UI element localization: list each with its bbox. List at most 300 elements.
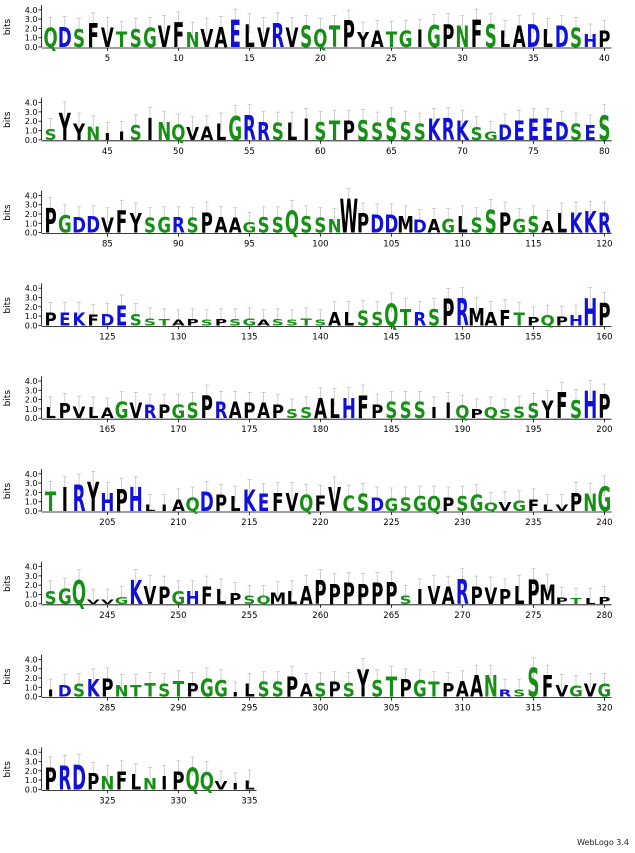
residue-letter-pos-236: L [542,503,553,514]
residue-letter-pos-149: P [442,291,455,335]
residue-letter-pos-7: S [129,24,142,55]
x-tick-label: 135 [241,332,258,343]
y-tick-label: 1.0 [24,683,38,693]
x-tick-label: 160 [596,332,613,343]
residue-letter-pos-279: L [584,597,596,607]
residue-letter-pos-191: P [470,407,483,422]
residue-letter-pos-306: P [399,674,412,703]
y-axis-label: bits [3,18,13,36]
residue-letter-pos-260: P [314,574,327,613]
x-tick-label: 200 [596,425,613,436]
residue-letter-pos-148: S [427,304,441,332]
residue-letter-pos-160: P [598,296,611,333]
x-tick-label: 235 [525,518,542,528]
residue-letter-pos-73: D [498,119,512,146]
residue-letter-pos-292: G [199,674,214,704]
x-tick-label: 45 [101,146,113,157]
x-tick-label: 10 [172,54,184,64]
residue-letter-pos-271: P [470,581,483,610]
residue-letter-pos-291: P [186,679,199,702]
x-tick-label: 280 [596,610,613,621]
residue-letter-pos-158: H [569,312,583,330]
residue-letter-pos-59: I [303,112,310,148]
residue-letter-pos-299: A [299,681,313,702]
y-tick-label: 0.0 [24,599,38,609]
residue-letter-pos-104: D [370,210,385,240]
y-axis-label: bits [3,668,13,685]
residue-letter-pos-48: I [146,111,154,148]
residue-letter-pos-13: A [214,22,228,55]
residue-letter-pos-8: G [143,23,157,55]
x-tick-label: 125 [99,332,116,343]
x-tick-label: 195 [525,425,542,436]
residue-letter-pos-1: Q [43,23,58,55]
residue-letter-pos-184: P [371,401,384,424]
residue-letter-pos-32: S [484,18,497,55]
x-tick-label: 60 [314,146,326,157]
residue-letter-pos-107: D [412,217,427,238]
residue-letter-pos-278: T [570,597,582,607]
y-tick-label: 1.0 [24,312,38,322]
residue-letter-pos-226: S [399,494,412,517]
residue-letter-pos-84: D [86,212,101,239]
residue-letter-pos-293: G [214,676,228,703]
x-tick-label: 120 [596,239,613,250]
residue-letter-pos-241: S [44,588,57,609]
residue-letter-pos-238: P [569,488,583,519]
logo-row-4 [3,283,613,342]
residue-letter-pos-321: P [44,760,57,797]
residue-letter-pos-197: F [556,386,568,428]
y-tick-label: 1.0 [24,497,38,507]
residue-letter-pos-251: H [185,588,200,609]
residue-letter-pos-79: E [584,122,596,146]
residue-letter-pos-26: G [398,26,413,53]
residue-letter-pos-190: Q [455,402,470,424]
x-tick-label: 270 [454,610,471,621]
x-tick-label: 20 [314,54,326,64]
residue-letter-pos-304: S [371,676,384,703]
residue-letter-pos-237: V [555,503,569,514]
residue-letter-pos-61: T [328,115,341,147]
residue-letter-pos-185: S [385,397,398,424]
residue-letter-pos-126: E [115,301,128,333]
residue-letter-pos-15: L [244,18,255,55]
x-tick-label: 265 [383,610,400,621]
residue-letter-pos-138: S [285,318,299,328]
y-tick-label: 0.0 [24,785,38,795]
residue-letter-pos-204: Y [87,474,100,522]
residue-letter-pos-152: A [484,308,498,331]
residue-letter-pos-198: S [569,395,583,426]
y-tick-label: 2.0 [24,395,38,405]
residue-letter-pos-315: S [527,661,540,707]
residue-letter-pos-67: S [413,119,426,146]
residue-letter-pos-112: S [484,203,497,241]
y-tick-label: 2.0 [24,302,38,312]
residue-letter-pos-94: A [228,215,242,239]
residue-letter-pos-70: K [455,115,469,147]
x-tick-label: 180 [312,425,329,436]
residue-letter-pos-101: N [327,215,342,238]
residue-letter-pos-261: P [328,579,341,612]
residue-letter-pos-224: D [370,494,385,517]
x-tick-label: 130 [170,332,187,343]
residue-letter-pos-144: S [371,308,384,331]
residue-letter-pos-288: T [144,679,156,702]
residue-letter-pos-205: H [100,488,115,519]
residue-letter-pos-96: S [257,212,270,239]
residue-letter-pos-145: Q [384,296,399,333]
y-tick-label: 3.0 [24,200,38,210]
x-tick-label: 40 [598,54,610,64]
residue-letter-pos-80: S [598,109,611,149]
residue-letter-pos-281: I [47,687,54,700]
x-tick-label: 330 [170,796,187,807]
x-tick-label: 30 [456,54,468,64]
x-tick-label: 335 [241,796,258,807]
residue-letter-pos-272: V [484,583,498,610]
residue-letter-pos-75: E [527,112,540,148]
x-tick-label: 310 [454,703,471,714]
logo-row-3 [3,189,613,250]
x-tick-label: 55 [243,146,255,157]
residue-letter-pos-173: R [214,397,228,424]
residue-letter-pos-41: S [44,125,57,144]
logo-row-2 [3,98,612,157]
residue-letter-pos-305: T [385,672,398,704]
residue-letter-pos-82: G [57,210,72,239]
x-tick-label: 140 [312,332,329,343]
residue-letter-pos-257: M [269,588,287,608]
x-tick-label: 295 [241,703,258,714]
residue-letter-pos-283: S [72,681,86,702]
y-axis-label: bits [3,297,13,314]
residue-letter-pos-287: T [130,681,142,701]
residue-letter-pos-289: S [158,681,171,702]
residue-letter-pos-122: E [59,310,71,331]
x-tick-label: 275 [525,610,542,621]
residue-letter-pos-250: G [171,588,186,609]
residue-letter-pos-218: V [285,488,299,519]
residue-letter-pos-262: P [342,576,355,612]
residue-letter-pos-253: L [215,586,227,610]
residue-letter-pos-113: P [498,208,512,240]
x-tick-label: 185 [383,425,400,436]
logo-row-7 [3,562,613,621]
x-tick-label: 75 [527,146,539,157]
residue-letter-pos-162: P [58,400,71,424]
residue-letter-pos-125: D [100,310,115,330]
residue-letter-pos-208: L [144,503,156,514]
residue-letter-pos-192: Q [483,403,498,422]
residue-letter-pos-121: P [44,310,57,331]
residue-letter-pos-77: D [554,117,569,147]
residue-letter-pos-220: F [314,490,327,517]
residue-letter-pos-24: A [370,26,384,53]
residue-letter-pos-300: S [314,679,327,702]
residue-letter-pos-284: K [86,674,100,703]
residue-letter-pos-323: D [72,758,86,799]
residue-letter-pos-147: R [413,308,427,331]
residue-letter-pos-245: V [100,597,114,606]
residue-letter-pos-86: F [115,204,128,241]
residue-letter-pos-335: L [244,778,255,793]
residue-letter-pos-182: H [341,393,356,426]
residue-letter-pos-172: P [200,389,213,426]
residue-letter-pos-316: F [541,669,554,704]
y-tick-label: 0.0 [24,321,38,331]
residue-letter-pos-254: P [229,589,242,608]
residue-letter-pos-163: V [72,403,86,423]
residue-letter-pos-324: P [87,768,100,796]
residue-letter-pos-34: A [512,20,526,55]
residue-letter-pos-74: E [513,115,525,147]
residue-letter-pos-87: Y [129,208,142,240]
x-tick-label: 95 [243,239,255,250]
residue-letter-pos-57: S [271,117,284,146]
x-tick-label: 90 [172,239,184,250]
y-tick-label: 4.0 [24,98,38,108]
residue-letter-pos-231: G [469,490,484,517]
residue-letter-pos-266: S [399,594,412,607]
residue-letter-pos-174: A [228,397,242,424]
x-tick-label: 145 [383,332,400,343]
residue-letter-pos-233: V [498,499,512,515]
x-tick-label: 215 [241,518,258,528]
residue-letter-pos-275: P [527,573,540,613]
x-tick-label: 210 [170,518,187,528]
residue-letter-pos-318: G [569,682,583,701]
residue-letter-pos-252: F [201,581,213,610]
residue-letter-pos-199: H [583,383,598,428]
y-tick-label: 3.0 [24,293,38,303]
residue-letter-pos-151: M [468,303,485,332]
residue-letter-pos-219: Q [299,490,314,517]
residue-letter-pos-230: S [456,493,469,517]
residue-letter-pos-30: N [455,20,470,55]
residue-letter-pos-133: P [214,318,228,329]
residue-letter-pos-53: L [215,119,227,146]
residue-letter-pos-327: L [130,769,142,795]
residue-letter-pos-89: G [157,212,172,239]
residue-letter-pos-248: V [143,581,157,611]
residue-letter-pos-181: L [329,394,340,426]
residue-letter-pos-124: F [87,311,99,330]
residue-letter-pos-21: T [328,20,341,55]
x-tick-label: 240 [596,518,613,528]
x-tick-label: 65 [385,146,397,157]
y-tick-label: 0.0 [24,414,38,424]
residue-letter-pos-130: A [171,318,185,328]
x-tick-label: 170 [170,425,187,436]
residue-letter-pos-4: F [87,18,99,56]
residue-letter-pos-140: S [314,318,327,328]
residue-letter-pos-267: I [416,586,423,610]
residue-letter-pos-142: L [343,308,355,331]
residue-letter-pos-153: F [499,305,511,331]
y-tick-label: 2.0 [24,117,38,127]
residue-letter-pos-264: P [371,576,384,612]
residue-letter-pos-328: N [143,774,157,794]
residue-letter-pos-39: H [583,31,598,53]
residue-letter-pos-128: S [143,316,157,329]
residue-letter-pos-178: S [285,407,299,422]
residue-letter-pos-286: N [114,681,129,701]
residue-letter-pos-47: S [129,122,142,146]
residue-letter-pos-298: P [285,672,299,704]
residue-letter-pos-44: N [86,122,101,146]
y-tick-label: 0.0 [24,507,38,516]
residue-letter-pos-313: R [498,687,512,700]
residue-letter-pos-276: M [539,579,556,611]
y-tick-label: 3.0 [24,571,38,581]
residue-letter-pos-244: V [86,597,100,606]
y-tick-label: 0.0 [24,135,38,145]
residue-letter-pos-246: G [114,595,129,607]
residue-letter-pos-277: P [555,596,568,607]
residue-letter-pos-311: A [470,669,484,704]
residue-letter-pos-249: P [158,581,171,610]
residue-letter-pos-88: S [143,215,157,239]
x-tick-label: 315 [525,703,542,714]
x-tick-label: 320 [596,703,613,714]
residue-letter-pos-76: E [541,112,554,148]
residue-letter-pos-307: G [412,676,427,703]
residue-letter-pos-176: A [257,398,271,424]
residue-letter-pos-137: S [271,318,284,329]
residue-letter-pos-114: G [512,215,527,238]
residue-letter-pos-14: E [229,12,241,57]
residue-letter-pos-235: F [527,496,540,515]
residue-letter-pos-297: S [271,679,284,703]
residue-letter-pos-265: P [385,575,398,612]
logo-row-8 [3,655,613,714]
y-tick-label: 3.0 [24,15,38,25]
residue-letter-pos-225: G [384,495,399,517]
residue-letter-pos-95: G [242,219,257,237]
residue-letter-pos-179: S [300,403,313,422]
x-tick-label: 85 [101,239,113,250]
y-tick-label: 4.0 [24,376,38,386]
residue-letter-pos-146: T [399,304,412,332]
residue-letter-pos-116: A [541,217,555,237]
residue-letter-pos-45: I [104,131,111,143]
residue-letter-pos-282: D [57,681,72,701]
residue-letter-pos-3: S [72,24,86,55]
residue-letter-pos-19: S [300,20,313,55]
residue-letter-pos-330: P [172,767,185,797]
residue-letter-pos-12: V [200,24,214,55]
y-tick-label: 1.0 [24,219,38,229]
y-axis-label: bits [3,761,13,778]
residue-letter-pos-50: Q [171,119,186,146]
y-tick-label: 1.0 [24,404,38,414]
residue-letter-pos-333: V [214,779,228,793]
residue-letter-pos-216: E [257,488,270,517]
residue-letter-pos-214: L [229,493,241,517]
x-tick-label: 205 [99,518,116,528]
x-tick-label: 245 [99,610,116,621]
residue-letter-pos-40: P [598,26,611,53]
residue-letter-pos-329: I [161,772,168,795]
residue-letter-pos-319: V [583,681,597,702]
residue-letter-pos-68: K [427,112,441,148]
residue-letter-pos-108: A [427,215,441,238]
residue-letter-pos-141: A [328,308,342,331]
residue-letter-pos-62: P [342,115,355,147]
residue-letter-pos-180: A [313,393,327,426]
residue-letter-pos-111: S [470,215,483,239]
residue-letter-pos-294: I [232,690,239,699]
residue-letter-pos-69: R [441,111,455,148]
residue-letter-pos-27: I [416,24,423,53]
residue-letter-pos-171: S [186,398,199,424]
residue-letter-pos-258: L [286,588,298,609]
residue-letter-pos-129: T [158,318,170,329]
residue-letter-pos-243: Q [71,574,87,613]
x-tick-label: 105 [383,239,400,250]
residue-letter-pos-72: G [483,130,498,143]
y-tick-label: 4.0 [24,191,38,201]
residue-letter-pos-232: Q [483,501,498,515]
residue-letter-pos-20: Q [313,24,328,55]
residue-letter-pos-285: P [101,674,114,704]
residue-letter-pos-193: S [498,407,512,422]
x-tick-label: 80 [598,146,610,157]
residue-letter-pos-117: L [556,208,568,240]
y-axis-label: bits [3,204,13,221]
residue-letter-pos-54: G [228,110,243,149]
logo-row-6 [3,469,613,528]
residue-letter-pos-268: V [427,581,441,611]
residue-letter-pos-334: I [232,782,239,793]
residue-letter-pos-63: S [356,115,370,148]
residue-letter-pos-28: G [427,18,441,55]
y-tick-label: 1.0 [24,126,38,136]
residue-letter-pos-120: R [597,208,611,240]
x-tick-label: 150 [454,332,471,343]
residue-letter-pos-166: G [114,397,129,424]
y-tick-label: 2.0 [24,766,38,776]
y-tick-label: 2.0 [24,488,38,498]
residue-letter-pos-97: S [271,212,284,239]
residue-letter-pos-215: K [242,484,256,519]
residue-letter-pos-93: A [214,212,228,239]
residue-letter-pos-331: Q [185,760,200,797]
y-tick-label: 0.0 [24,692,38,702]
y-tick-label: 4.0 [24,562,38,572]
y-axis-label: bits [3,111,13,129]
residue-letter-pos-25: T [385,26,398,53]
residue-letter-pos-206: P [115,482,128,519]
residue-letter-pos-239: N [583,488,598,517]
residue-letter-pos-99: S [300,212,313,239]
x-tick-label: 70 [456,146,468,157]
residue-letter-pos-189: I [445,398,452,424]
residue-letter-pos-188: I [430,403,438,422]
x-tick-label: 190 [454,425,471,436]
residue-letter-pos-37: D [554,20,569,55]
residue-letter-pos-308: T [428,679,440,703]
residue-letter-pos-38: S [569,23,583,55]
y-axis-label: bits [3,575,13,593]
residue-letter-pos-90: R [171,212,185,239]
residue-letter-pos-58: L [286,117,298,146]
logo-row-9 [3,747,258,806]
residue-letter-pos-134: S [229,318,242,329]
logo-row-5 [3,376,613,435]
